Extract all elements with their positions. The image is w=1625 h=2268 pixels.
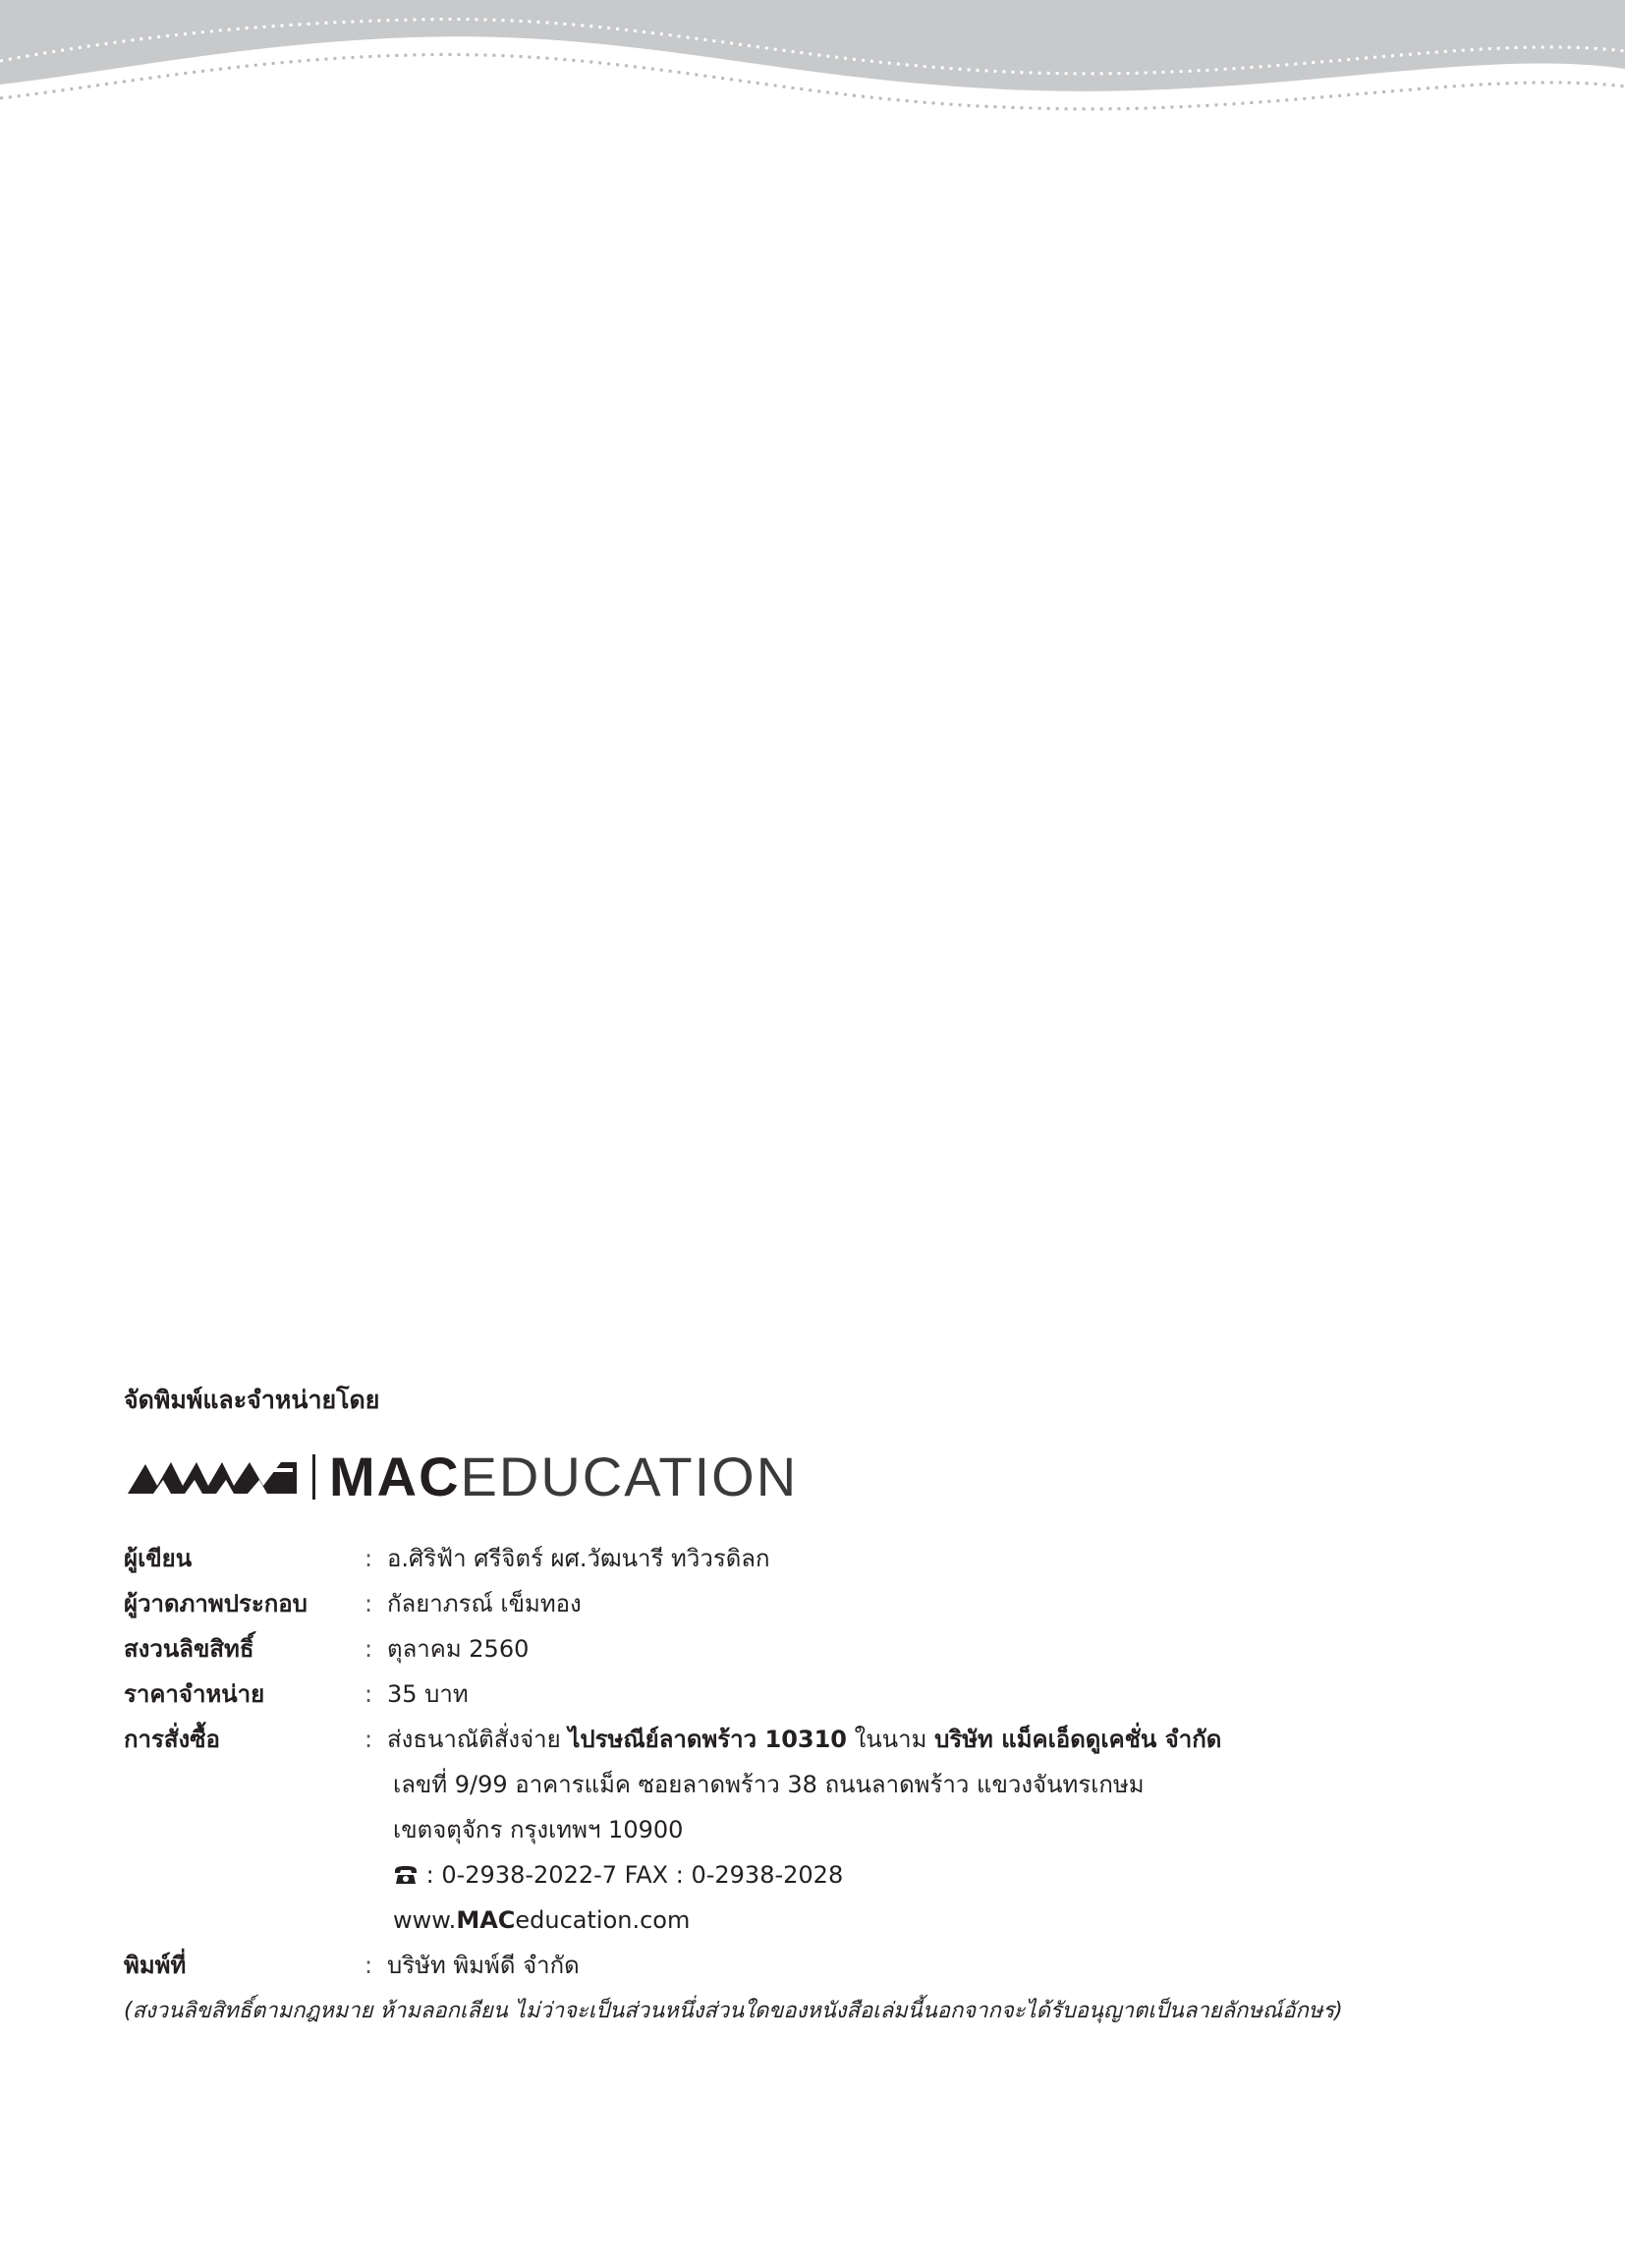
logo-wordmark: [329, 1447, 798, 1506]
illustrator-row: [124, 1581, 1519, 1626]
colon: :: [364, 1726, 373, 1753]
colon: :: [364, 1590, 373, 1617]
address-line-2: เขตจตุจักร กรุงเทพฯ 10900: [393, 1816, 684, 1843]
phone-line: [124, 1852, 1519, 1898]
colon: :: [364, 1545, 373, 1572]
website-prefix: www.: [393, 1906, 457, 1934]
order-prefix: ส่งธนาณัติสั่งจ่าย: [387, 1726, 561, 1753]
colon: :: [364, 1680, 373, 1708]
illustrator-value: กัลยาภรณ์ เข็มทอง: [387, 1590, 582, 1617]
copyright-notice: (สงวนลิขสิทธิ์ตามกฎหมาย ห้ามลอกเลียน ไม่ว่าจะเป็นส่วนหนึ่งส่วนใดของหนังสือเล่มนี้นอกจากจะได้รับอนุญาตเป็นลายลักษณ์อักษร): [124, 1999, 1343, 2023]
illustrator-label: ผู้วาดภาพประกอบ: [124, 1590, 308, 1617]
website-suffix: education.com: [515, 1906, 691, 1934]
copyright-row: [124, 1626, 1519, 1672]
logo-divider: [312, 1454, 315, 1500]
author-row: [124, 1536, 1519, 1581]
mac-education-logo: [124, 1447, 1519, 1506]
book-details: [124, 1536, 1519, 1988]
telephone-icon: [393, 1865, 419, 1885]
order-post-office: ไปรษณีย์ลาดพร้าว 10310: [568, 1726, 847, 1753]
price-row: [124, 1672, 1519, 1717]
mac-wave-logo-icon: [124, 1454, 301, 1500]
author-label: ผู้เขียน: [124, 1545, 193, 1572]
distributed-by-heading: จัดพิมพ์และจำหน่ายโดย: [124, 1386, 380, 1414]
order-label: การสั่งซื้อ: [124, 1726, 220, 1753]
printer-row: [124, 1943, 1519, 1988]
printer-label: พิมพ์ที่: [124, 1952, 187, 1979]
colon: :: [364, 1952, 373, 1979]
author-value: อ.ศิริฟ้า ศรีจิตร์ ผศ.วัฒนารี ทวิวรดิลก: [387, 1545, 770, 1572]
order-value: [387, 1717, 1519, 1762]
colon: :: [364, 1635, 373, 1663]
order-company: บริษัท แม็คเอ็ดดูเคชั่น จำกัด: [934, 1726, 1222, 1753]
top-wave-decoration: [0, 0, 1625, 128]
phone-text: : 0-2938-2022-7 FAX : 0-2938-2028: [425, 1861, 844, 1889]
logo-wordmark-light: EDUCATION: [460, 1446, 799, 1507]
logo-wordmark-bold: MAC: [329, 1446, 461, 1507]
website-line[interactable]: [124, 1898, 1519, 1943]
copyright-label: สงวนลิขสิทธิ์: [124, 1635, 254, 1663]
printer-value: บริษัท พิมพ์ดี จำกัด: [387, 1952, 580, 1979]
website-bold: MAC: [456, 1906, 516, 1934]
imprint-block: [124, 1381, 1519, 2031]
address-line-1: เลขที่ 9/99 อาคารแม็ค ซอยลาดพร้าว 38 ถนนลาดพร้าว แขวงจันทรเกษม: [393, 1771, 1145, 1798]
order-in-name: ในนาม: [854, 1726, 927, 1753]
order-row: [124, 1717, 1519, 1762]
price-value: 35 บาท: [387, 1680, 469, 1708]
copyright-value: ตุลาคม 2560: [387, 1635, 530, 1663]
price-label: ราคาจำหน่าย: [124, 1680, 265, 1708]
